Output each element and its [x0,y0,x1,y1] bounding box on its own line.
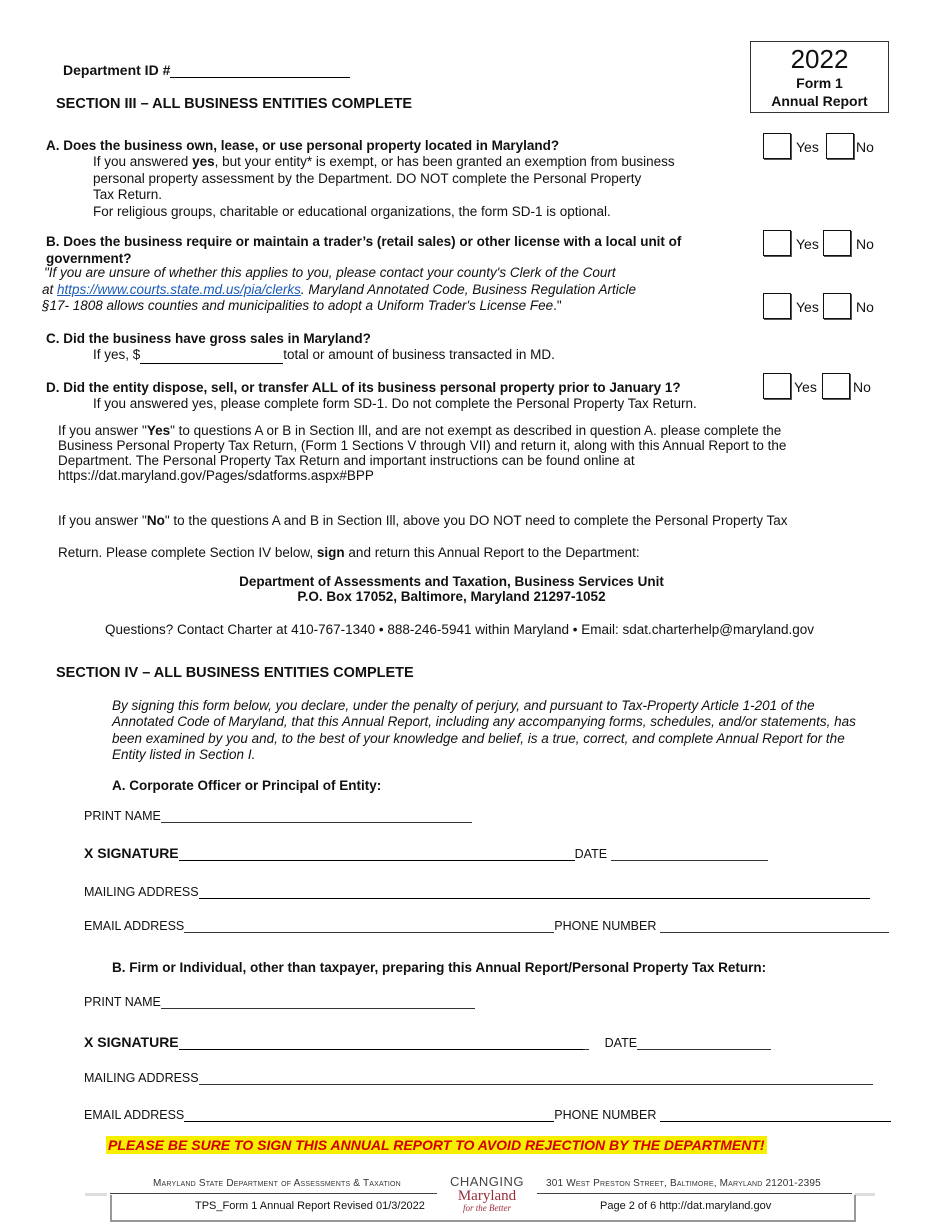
part-a-signature-field[interactable] [179,847,575,861]
part-b-date-field[interactable] [637,1037,771,1050]
part-b-email-field[interactable] [184,1109,554,1122]
part-b-phone-field[interactable] [660,1109,891,1122]
question-b: B. Does the business require or maintain a trader’s (retail sales) or other license with a local unit of government? [46,234,682,266]
part-a-print-name: PRINT NAME [84,809,472,823]
section3-title: SECTION III – ALL BUSINESS ENTITIES COMPLETE [56,96,413,112]
question-d-detail: If you answered yes, please complete form SD-1. Do not complete the Personal Property Tax Return. [93,396,697,411]
question-b-yes-label: Yes [796,236,819,252]
footer-rule-right [522,1193,852,1194]
part-a-signature: X SIGNATURE DATE [84,845,768,861]
department-id-label: Department ID # [63,62,171,78]
question-a-no-checkbox[interactable] [826,133,854,159]
section4-title: SECTION IV – ALL BUSINESS ENTITIES COMPLETE [56,665,414,681]
part-b-signature: X SIGNATURE DATE [84,1034,771,1050]
part-b-signature-field[interactable] [179,1036,583,1050]
part-a-print-name-field[interactable] [161,810,472,823]
maryland-logo: CHANGING Maryland for the Better [437,1175,537,1213]
part-b-mailing-field[interactable] [199,1072,873,1085]
part-b-print-name: PRINT NAME [84,995,475,1009]
no-instructions-line2: Return. Please complete Section IV below, sign and return this Annual Report to the Department: [58,545,640,560]
question-b2-no-checkbox[interactable] [823,293,851,319]
question-a-yes-label: Yes [796,139,819,155]
question-b-no-label: No [856,236,874,252]
part-b-mailing: MAILING ADDRESS [84,1071,873,1085]
part-b-email-phone: EMAIL ADDRESS PHONE NUMBER [84,1108,891,1122]
part-b-print-name-field[interactable] [161,996,475,1009]
question-a: A. Does the business own, lease, or use personal property located in Maryland? [46,138,560,153]
footer-rule-left [110,1193,452,1194]
part-a-phone-field[interactable] [660,920,889,933]
footer [85,1170,875,1226]
question-b2-yes-checkbox[interactable] [763,293,791,319]
form-title: Annual Report [771,93,868,109]
question-c-detail: If yes, $ total or amount of business transacted in MD. [93,347,555,362]
contact-info: Questions? Contact Charter at 410-767-1340 • 888-246-5941 within Maryland • Email: sdat.charterhelp@maryland.gov [105,622,815,637]
form-name: Form 1 [796,75,843,91]
yes-instructions: If you answer "Yes" to questions A or B in Section Ill, and are not exempt as described in question A. please complete the Business Personal Property Tax Return, (Form 1 Sections V through VII) and return it, along with this Annual Report to the Department. The Personal Property Tax Return and important instructions can be found online at https://dat.maryland.gov/Pages/sdatforms.aspx#BPP [58,423,787,483]
footer-street: 301 West Preston Street, Baltimore, Maryland 21201-2395 [546,1178,821,1189]
question-d-no-label: No [853,379,871,395]
question-d-no-checkbox[interactable] [822,373,850,399]
question-a-detail: If you answered yes, but your entity* is exempt, or has been granted an exemption from business personal property assessment by the Department. DO NOT complete the Personal Property Tax Return. For religious groups, charitable or educational organizations, the form SD-1 is optional. [93,154,675,219]
footer-revision: TPS_Form 1 Annual Report Revised 01/3/2022 [195,1200,425,1212]
question-b-note: "If you are unsure of whether this applies to you, please contact your county's Clerk of the Court at https://www.courts.state.md.us/pia/clerks. Maryland Annotated Code, Business Regulation Article §17- 1808 allows counties and municipalities to adopt a Uniform Trader's License Fee." [42,265,637,313]
part-a-email-field[interactable] [184,920,554,933]
department-id [63,62,350,78]
question-a-yes-checkbox[interactable] [763,133,791,159]
question-d: D. Did the entity dispose, sell, or transfer ALL of its business personal property prior to January 1? [46,380,681,395]
declaration: By signing this form below, you declare, under the penalty of perjury, and pursuant to Tax-Property Article 1-201 of the Annotated Code of Maryland, that this Annual Report, including any accompanying forms, schedules, and/or statements, has been examined by you and, to the best of your knowledge and belief, is a true, correct, and complete Annual Report for the Entity listed in Section I. [112,698,856,762]
no-instructions-line1: If you answer "No" to the questions A and B in Section Ill, above you DO NOT need to complete the Personal Property Tax [58,513,788,528]
footer-rule-edge-left [85,1193,107,1196]
question-b-yes-checkbox[interactable] [763,230,791,256]
question-d-yes-label: Yes [794,379,817,395]
part-a-mailing: MAILING ADDRESS [84,885,870,899]
question-d-yes-checkbox[interactable] [763,373,791,399]
footer-agency: Maryland State Department of Assessments & Taxation [153,1178,401,1189]
form-badge [750,41,889,113]
department-id-field[interactable] [170,63,350,78]
part-a-email-phone: EMAIL ADDRESS PHONE NUMBER [84,919,889,933]
form-year: 2022 [790,44,849,74]
part-a-date-field[interactable] [611,848,768,861]
question-b2-yes-label: Yes [796,299,819,315]
question-b2-no-label: No [856,299,874,315]
question-c: C. Did the business have gross sales in Maryland? [46,331,371,346]
mailing-address-block: Department of Assessments and Taxation, Business Services Unit P.O. Box 17052, Baltimore, Maryland 21297-1052 [239,574,664,604]
signature-warning: PLEASE BE SURE TO SIGN THIS ANNUAL REPORT TO AVOID REJECTION BY THE DEPARTMENT! [108,1137,765,1153]
part-a-title: A. Corporate Officer or Principal of Entity: [112,778,382,793]
footer-page: Page 2 of 6 http://dat.maryland.gov [600,1200,772,1212]
question-a-no-label: No [856,139,874,155]
gross-sales-field[interactable] [140,350,283,364]
part-b-signature-tail [583,1037,589,1050]
part-b-title: B. Firm or Individual, other than taxpayer, preparing this Annual Report/Personal Property Tax Return: [112,960,767,975]
part-a-mailing-field[interactable] [199,886,870,899]
footer-rule-edge-right [855,1193,875,1196]
clerks-link[interactable]: https://www.courts.state.md.us/pia/clerks [57,281,301,297]
question-b-no-checkbox[interactable] [823,230,851,256]
